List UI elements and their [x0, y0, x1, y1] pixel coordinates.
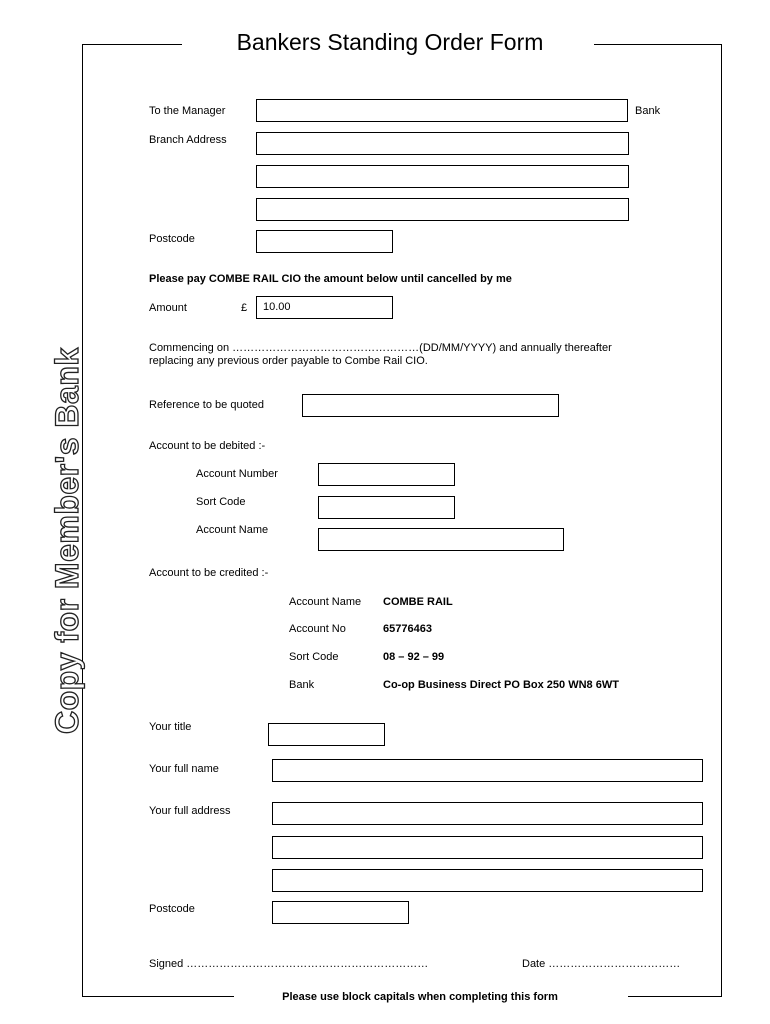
credit-row-value: 08 – 92 – 99	[383, 651, 445, 663]
your-title-field[interactable]	[268, 723, 385, 746]
branch-address-line3-field[interactable]	[256, 198, 629, 221]
side-label: Copy for Member's Bank	[49, 347, 85, 734]
your-full-name-field[interactable]	[272, 759, 703, 782]
branch-postcode-field[interactable]	[256, 230, 393, 253]
signed-line[interactable]: Signed …………………………………………………………	[149, 958, 429, 970]
your-full-name-label: Your full name	[149, 763, 219, 775]
credit-row-value: 65776463	[383, 623, 432, 635]
reference-label: Reference to be quoted	[149, 399, 264, 411]
sort-code-field[interactable]	[318, 496, 455, 519]
credit-row-label: Bank	[289, 679, 315, 691]
frame-top-right-rule	[594, 44, 722, 45]
sort-code-label: Sort Code	[196, 496, 246, 508]
your-full-address-label: Your full address	[149, 805, 231, 817]
reference-field[interactable]	[302, 394, 559, 417]
your-address-line2-field[interactable]	[272, 836, 703, 859]
bank-suffix-label: Bank	[635, 105, 661, 117]
account-name-label: Account Name	[196, 524, 269, 536]
debit-account-heading: Account to be debited :-	[149, 440, 266, 452]
your-address-line1-field[interactable]	[272, 802, 703, 825]
frame-right-rule	[721, 44, 722, 996]
bank-name-field[interactable]	[256, 99, 628, 122]
branch-address-label: Branch Address	[149, 134, 227, 146]
branch-postcode-label: Postcode	[149, 233, 195, 245]
account-number-label: Account Number	[196, 468, 278, 480]
credit-row-value: Co-op Business Direct PO Box 250 WN8 6WT	[383, 679, 619, 691]
payment-instruction: Please pay COMBE RAIL CIO the amount below until cancelled by me	[149, 273, 512, 285]
your-title-label: Your title	[149, 721, 192, 733]
frame-bottom-right-rule	[628, 996, 722, 997]
credit-row-label: Sort Code	[289, 651, 339, 663]
credit-row-label: Account Name	[289, 596, 362, 608]
commencing-text-line2: replacing any previous order payable to Combe Rail CIO.	[149, 355, 428, 367]
credit-row-label: Account No	[289, 623, 346, 635]
credit-row-value: COMBE RAIL	[383, 596, 453, 608]
frame-bottom-left-rule	[82, 996, 234, 997]
amount-label: Amount	[149, 302, 187, 314]
account-number-field[interactable]	[318, 463, 455, 486]
commencing-text-line1: Commencing on ……………………………………………(DD/MM/YYYY) and annually thereafter	[149, 342, 612, 354]
credit-account-heading: Account to be credited :-	[149, 567, 269, 579]
to-manager-label: To the Manager	[149, 105, 226, 117]
branch-address-line2-field[interactable]	[256, 165, 629, 188]
amount-field[interactable]: 10.00	[256, 296, 393, 319]
footer-note: Please use block capitals when completing this form	[282, 991, 558, 1003]
your-postcode-field[interactable]	[272, 901, 409, 924]
form-title: Bankers Standing Order Form	[200, 28, 580, 56]
account-name-field[interactable]	[318, 528, 564, 551]
your-postcode-label: Postcode	[149, 903, 195, 915]
currency-symbol: £	[241, 302, 248, 314]
branch-address-line1-field[interactable]	[256, 132, 629, 155]
frame-top-left-rule	[82, 44, 182, 45]
your-address-line3-field[interactable]	[272, 869, 703, 892]
date-line[interactable]: Date ………………………………	[522, 958, 681, 970]
